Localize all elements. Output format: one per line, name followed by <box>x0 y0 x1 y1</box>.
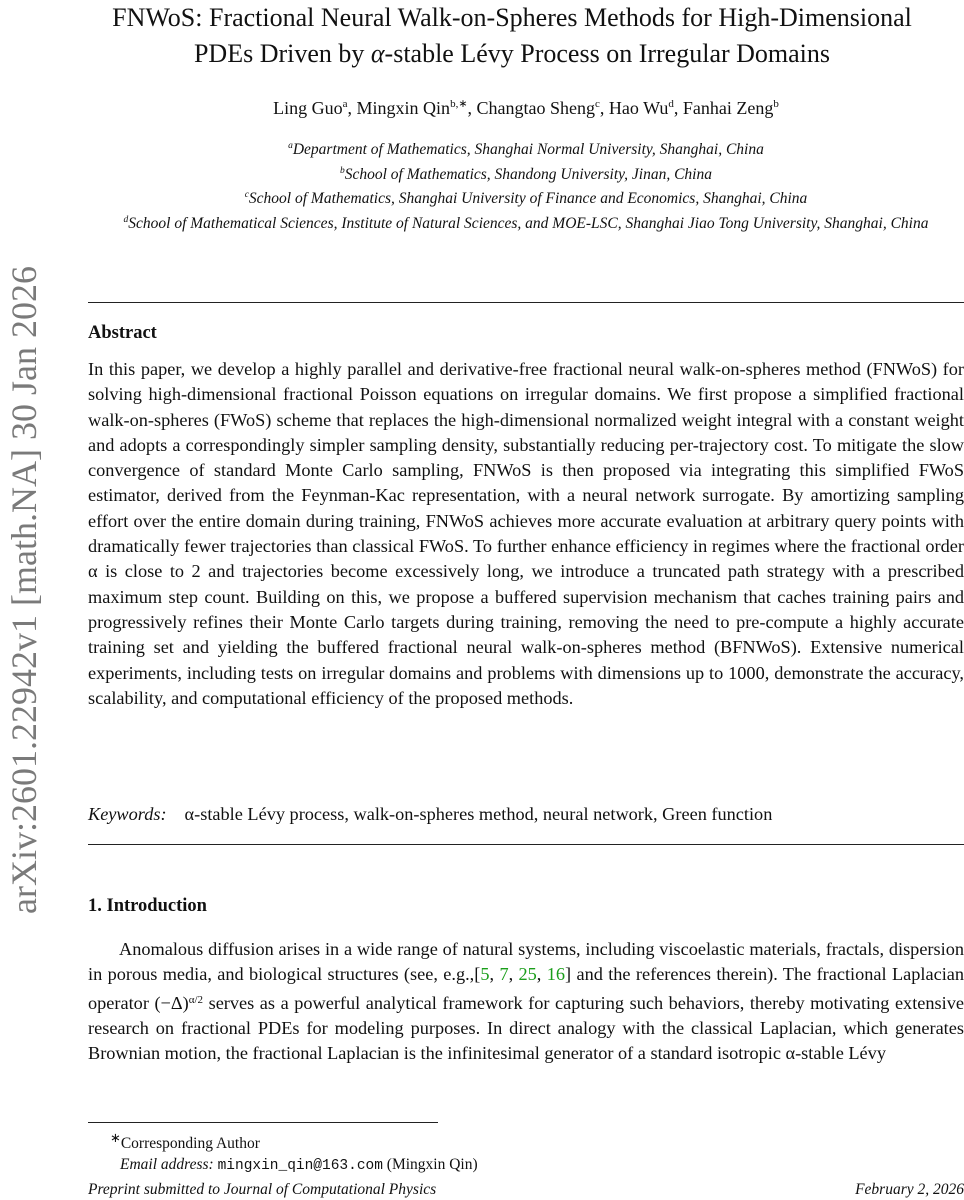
footnote <box>88 1127 964 1177</box>
arxiv-sidebar-stamp: arXiv:2601.22942v1 [math.NA] 30 Jan 2026 <box>4 266 44 914</box>
paper-title <box>60 0 964 72</box>
author-list: Ling Guo$^a$, Mingxin Qin$^{b,∗}$, Changtao Sheng$^c$, Hao Wu$^d$, Fanhai Zeng$^b$ <box>273 98 779 118</box>
footer-journal: Preprint submitted to Journal of Computational Physics <box>88 1181 437 1198</box>
email-address[interactable]: mingxin_qin@163.com <box>217 1158 383 1175</box>
author: Ling Guo$^a$ <box>273 98 348 118</box>
title-line-2: PDEs Driven by α-stable Lévy Process on Irregular Domains <box>193 39 831 68</box>
fractional-laplacian-operator: $(-\Delta)^{\alpha/2}$ <box>154 992 204 1013</box>
citation-link[interactable]: 7 <box>499 964 509 985</box>
introduction-paragraph: Anomalous diffusion arises in a wide range of natural systems, including viscoelastic materials, fractals, dispersion in porous media, and biological structures (see, e.g.,[5, 7, 25, 16] and the references therein). The fractional Laplacian operator $(-\Delta)^{\alpha/2}$ serves as a powerful analytical framework for capturing such behaviors, thereby motivating extensive research on fractional PDEs for modeling purposes. In direct analogy with the classical Laplacian, which generates Brownian motion, the fractional Laplacian is the infinitesimal generator of a standard isotropic α-stable Lévy <box>88 939 964 1064</box>
keywords <box>88 804 964 825</box>
abstract-bottom-rule <box>88 844 964 845</box>
section-heading-introduction: 1. Introduction <box>88 896 207 916</box>
author: Hao Wu$^d$ <box>608 98 674 118</box>
author: Changtao Sheng$^c$ <box>476 98 600 118</box>
citation-link[interactable]: 16 <box>546 964 566 985</box>
affiliation: $^b$School of Mathematics, Shandong University, Jinan, China <box>340 165 712 183</box>
keywords-label: Keywords: <box>88 804 167 824</box>
footer-date: February 2, 2026 <box>855 1181 964 1198</box>
abstract-top-rule <box>88 302 964 303</box>
title-line-1: FNWoS: Fractional Neural Walk-on-Spheres Methods for High-Dimensional <box>112 3 912 32</box>
author: Mingxin Qin$^{b,∗}$ <box>356 98 468 118</box>
footnote-email: Email address: mingxin_qin@163.com (Mingxin Qin) <box>120 1156 478 1175</box>
author: Fanhai Zeng$^b$ <box>682 98 779 118</box>
abstract-heading: Abstract <box>88 323 157 343</box>
page-footer <box>88 1181 964 1199</box>
keywords-text: α-stable Lévy process, walk-on-spheres method, neural network, Green function <box>184 804 773 824</box>
citation-link[interactable]: 25 <box>518 964 537 985</box>
affiliation-list <box>88 136 964 235</box>
citation-link[interactable]: 5 <box>480 964 490 985</box>
abstract-text: In this paper, we develop a highly parallel and derivative-free fractional neural walk-on-spheres method (FNWoS) for solving high-dimensional fractional Poisson equations on irregular domains. We first propose a simplified fractional walk-on-spheres (FWoS) scheme that replaces the high-dimensional normalized weight integral with a constant weight and adopts a correspondingly simpler sampling density, substantially reducing per-trajectory cost. To mitigate the slow convergence of standard Monte Carlo sampling, FNWoS is then proposed via integrating this simplified FWoS estimator, derived from the Feynman-Kac representation, with a neural network surrogate. By amortizing sampling effort over the entire domain during training, FNWoS achieves more accurate evaluation at arbitrary query points with dramatically fewer trajectories than classical FWoS. To further enhance efficiency in regimes where the fractional order α is close to 2 and trajectories become excessively long, we introduce a truncated path strategy with a prescribed maximum step count. Building on this, we propose a buffered supervision mechanism that caches training pairs and progressively refines their Monte Carlo targets during training, removing the need to pre-compute a highly accurate training set and yielding the buffered fractional neural walk-on-spheres method (BFNWoS). Extensive numerical experiments, including tests on irregular domains and problems with dimensions up to 1000, demonstrate the accuracy, scalability, and computational efficiency of the proposed methods. <box>88 359 964 708</box>
affiliation: $^a$Department of Mathematics, Shanghai Normal University, Shanghai, China <box>288 141 764 159</box>
footnote-corresponding: ∗Corresponding Author <box>110 1130 260 1153</box>
affiliation: $^d$School of Mathematical Sciences, Institute of Natural Sciences, and MOE-LSC, Shanghai Jiao Tong University, Shanghai, China <box>123 214 929 233</box>
footnote-rule <box>88 1122 438 1123</box>
affiliation: $^c$School of Mathematics, Shanghai University of Finance and Economics, Shanghai, China <box>244 190 808 208</box>
